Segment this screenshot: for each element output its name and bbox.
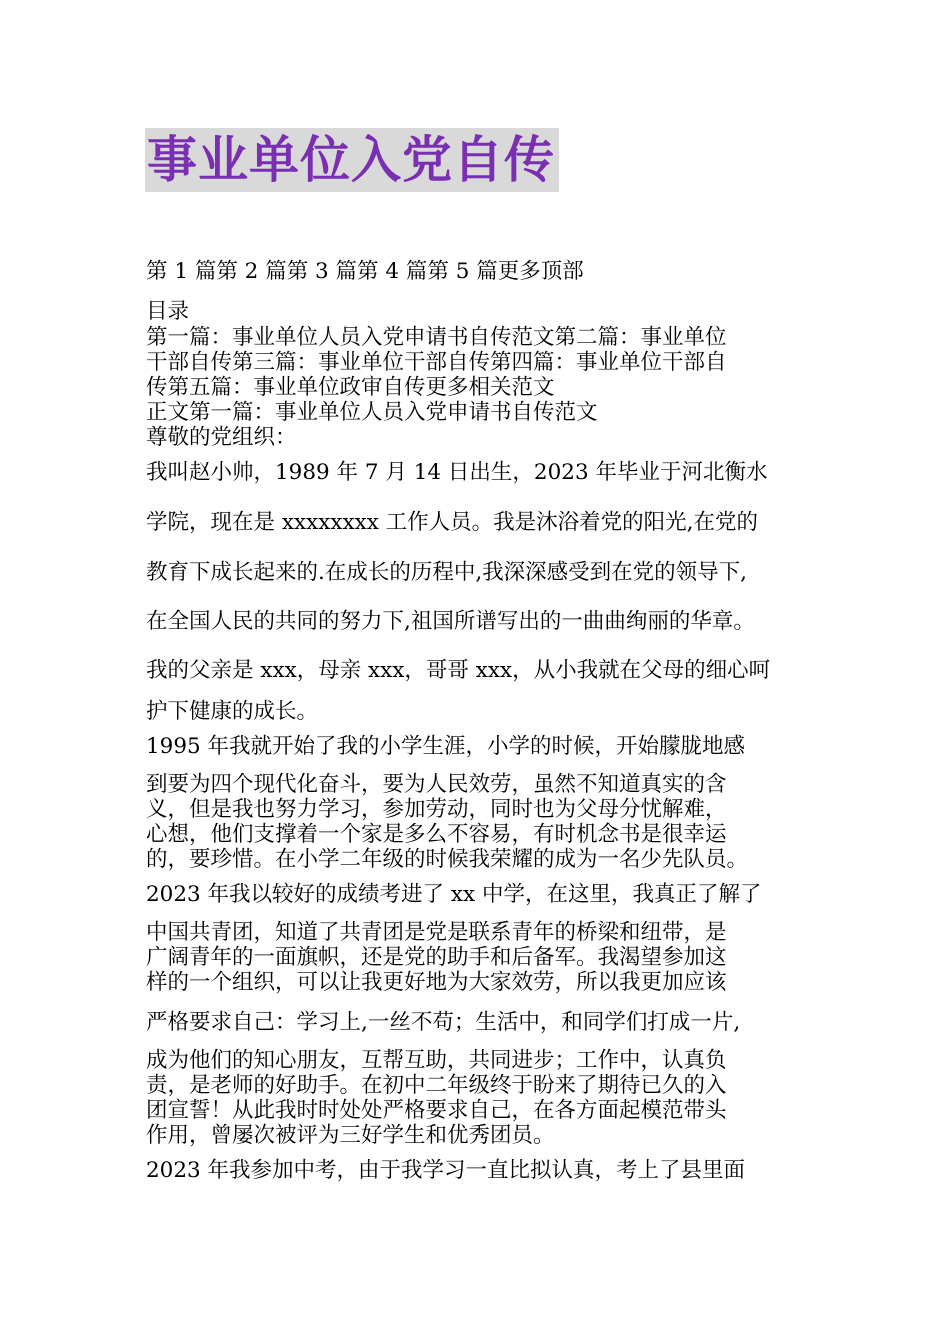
body-heading: 正文第一篇：事业单位人员入党申请书自传范文 [146,400,598,425]
body-line: 中国共青团，知道了共青团是党是联系青年的桥梁和纽带，是 [146,920,727,945]
body-line: 1995 年我就开始了我的小学生涯，小学的时候，开始朦胧地感 [146,734,746,759]
body-line: 的，要珍惜。在小学二年级的时候我荣耀的成为一名少先队员。 [146,847,749,872]
body-line: 团宣誓！从此我时时处处严格要求自己，在各方面起模范带头 [146,1098,727,1123]
body-line: 我叫赵小帅，1989 年 7 月 14 日出生，2023 年毕业于河北衡水 [146,460,768,485]
section-nav: 第 1 篇第 2 篇第 3 篇第 4 篇第 5 篇更多顶部 [146,259,584,284]
body-line: 作用，曾屡次被评为三好学生和优秀团员。 [146,1123,555,1148]
title-highlight [145,128,559,192]
toc-line: 干部自传第三篇：事业单位干部自传第四篇：事业单位干部自 [146,350,727,375]
body-line: 2023 年我以较好的成绩考进了 xx 中学，在这里，我真正了解了 [146,882,762,907]
toc-line: 第一篇：事业单位人员入党申请书自传范文第二篇：事业单位 [146,325,727,350]
body-line: 心想，他们支撑着一个家是多么不容易，有时机念书是很幸运 [146,822,727,847]
body-line: 2023 年我参加中考，由于我学习一直比拟认真，考上了县里面 [146,1158,746,1183]
body-line: 教育下成长起来的.在成长的历程中,我深深感受到在党的领导下, [146,560,748,585]
body-line: 学院，现在是 xxxxxxxx 工作人员。我是沐浴着党的阳光,在党的 [146,510,759,535]
body-line: 到要为四个现代化奋斗，要为人民效劳，虽然不知道真实的含 [146,772,727,797]
body-line: 成为他们的知心朋友，互帮互助，共同进步；工作中，认真负 [146,1048,727,1073]
body-line: 我的父亲是 xxx，母亲 xxx，哥哥 xxx，从小我就在父母的细心呵 [146,658,771,683]
body-line: 责，是老师的好助手。在初中二年级终于盼来了期待已久的入 [146,1073,727,1098]
body-line: 在全国人民的共同的努力下,祖国所谱写出的一曲曲绚丽的华章。 [146,609,755,634]
body-line: 严格要求自己：学习上,一丝不苟；生活中，和同学们打成一片, [146,1010,741,1035]
toc-heading: 目录 [146,299,190,324]
body-line: 样的一个组织，可以让我更好地为大家效劳，所以我更加应该 [146,970,727,995]
body-line: 广阔青年的一面旗帜，还是党的助手和后备军。我渴望参加这 [146,945,727,970]
body-line: 护下健康的成长。 [146,699,319,724]
toc-line: 传第五篇：事业单位政审自传更多相关范文 [146,375,555,400]
salutation: 尊敬的党组织： [146,425,297,450]
body-line: 义，但是我也努力学习，参加劳动，同时也为父母分忧解难， [146,797,727,822]
page-title: 事业单位入党自传 [147,131,555,189]
